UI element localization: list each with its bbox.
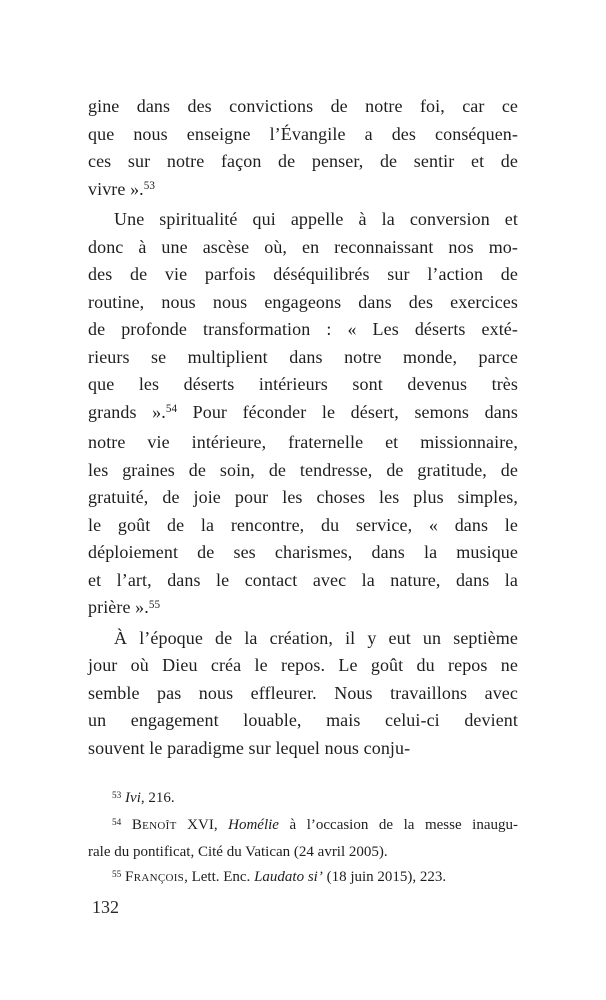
text-line bbox=[88, 707, 518, 735]
text-segment: que les déserts intérieurs sont devenus très bbox=[88, 374, 518, 394]
footnote bbox=[88, 813, 518, 865]
text-segment: À l’époque de la création, il y eut un septième bbox=[114, 627, 518, 648]
footnote-line bbox=[88, 865, 518, 892]
footnote-line bbox=[88, 786, 518, 813]
text-segment: semble pas nous effleurer. Nous travaillons avec bbox=[88, 682, 518, 703]
paragraph bbox=[88, 93, 518, 206]
text-line bbox=[88, 539, 518, 567]
text-line bbox=[88, 121, 518, 149]
text-line bbox=[88, 206, 518, 234]
footnote-block bbox=[88, 786, 518, 892]
text-line bbox=[88, 735, 518, 763]
text-segment: Homélie bbox=[228, 817, 279, 833]
text-line bbox=[88, 234, 518, 262]
text-segment: Une spiritualité qui appelle à la conversion et bbox=[114, 209, 518, 229]
paragraph bbox=[88, 206, 518, 625]
text-segment: , Lett. Enc. bbox=[184, 869, 255, 885]
text-line bbox=[88, 680, 518, 708]
text-segment: Benoît bbox=[131, 817, 177, 833]
text-line bbox=[88, 399, 518, 430]
text-segment: grands ». bbox=[88, 401, 166, 422]
text-line bbox=[88, 148, 518, 176]
footnote bbox=[88, 865, 518, 892]
text-segment: François bbox=[125, 869, 185, 885]
text-segment: des de vie parfois déséquilibrés sur l’action de bbox=[88, 264, 518, 284]
text-line bbox=[88, 652, 518, 680]
text-segment: gratuité, de joie pour les choses les plus simples, bbox=[88, 487, 518, 507]
text-segment: prière ». bbox=[88, 597, 149, 617]
text-segment bbox=[121, 817, 132, 833]
text-segment: rieurs se multiplient dans notre monde, parce bbox=[88, 346, 518, 367]
footnote-marker: 54 bbox=[112, 817, 122, 828]
footnote-marker: 53 bbox=[143, 180, 155, 193]
text-segment: (18 juin 2015), 223. bbox=[322, 869, 447, 885]
footnote-line bbox=[88, 813, 518, 840]
text-segment: Ivi bbox=[125, 790, 141, 806]
text-segment: Laudato si’ bbox=[254, 869, 323, 885]
text-line bbox=[88, 316, 518, 344]
footnote-line bbox=[88, 840, 518, 865]
text-segment: déploiement de ses charismes, dans la musique bbox=[88, 542, 518, 562]
text-segment: Pour féconder le désert, semons dans bbox=[177, 401, 519, 422]
text-segment: routine, nous nous engageons dans des exercices bbox=[88, 291, 518, 312]
text-line bbox=[88, 429, 518, 457]
text-line bbox=[88, 625, 518, 653]
text-line bbox=[88, 567, 518, 595]
page-number: 132 bbox=[92, 897, 119, 917]
text-line bbox=[88, 594, 518, 625]
text-segment: de profonde transformation : « Les déserts exté- bbox=[88, 319, 518, 339]
footnote-marker: 53 bbox=[112, 790, 122, 801]
footnote-marker: 55 bbox=[148, 598, 161, 611]
text-segment: rale du pontificat, Cité du Vatican (24 avril 2005). bbox=[88, 844, 388, 860]
text-segment: XVI, bbox=[176, 817, 229, 833]
footnote bbox=[88, 786, 518, 813]
text-line bbox=[88, 176, 518, 207]
body-text bbox=[88, 93, 518, 762]
text-line bbox=[88, 512, 518, 540]
text-segment: ces sur notre façon de penser, de sentir et de bbox=[88, 151, 518, 171]
text-segment: donc à une ascèse où, en reconnaissant nos mo- bbox=[88, 236, 518, 257]
text-segment: les graines de soin, de tendresse, de gratitude, de bbox=[88, 459, 518, 480]
text-line bbox=[88, 289, 518, 317]
text-line bbox=[88, 371, 518, 399]
text-line bbox=[88, 344, 518, 372]
paragraph bbox=[88, 625, 518, 763]
text-segment: le goût de la rencontre, du service, « dans le bbox=[88, 514, 518, 535]
text-line bbox=[88, 484, 518, 512]
text-segment: jour où Dieu créa le repos. Le goût du repos ne bbox=[88, 655, 518, 675]
text-segment: vivre ». bbox=[88, 178, 144, 199]
text-segment: un engagement louable, mais celui-ci devient bbox=[88, 710, 518, 730]
text-segment: gine dans des convictions de notre foi, car ce bbox=[88, 96, 518, 116]
text-segment: souvent le paradigme sur lequel nous conju- bbox=[88, 737, 411, 758]
footnote-marker: 54 bbox=[165, 403, 178, 416]
text-segment: , 216. bbox=[140, 790, 175, 806]
text-line bbox=[88, 457, 518, 485]
text-segment: à l’occasion de la messe inaugu- bbox=[278, 817, 518, 833]
text-line bbox=[88, 93, 518, 121]
text-segment: que nous enseigne l’Évangile a des conséquen- bbox=[88, 123, 518, 144]
footnote-marker: 55 bbox=[112, 869, 122, 880]
text-line bbox=[88, 261, 518, 289]
text-segment: et l’art, dans le contact avec la nature, dans la bbox=[88, 569, 518, 590]
text-segment: notre vie intérieure, fraternelle et missionnaire, bbox=[88, 432, 518, 452]
